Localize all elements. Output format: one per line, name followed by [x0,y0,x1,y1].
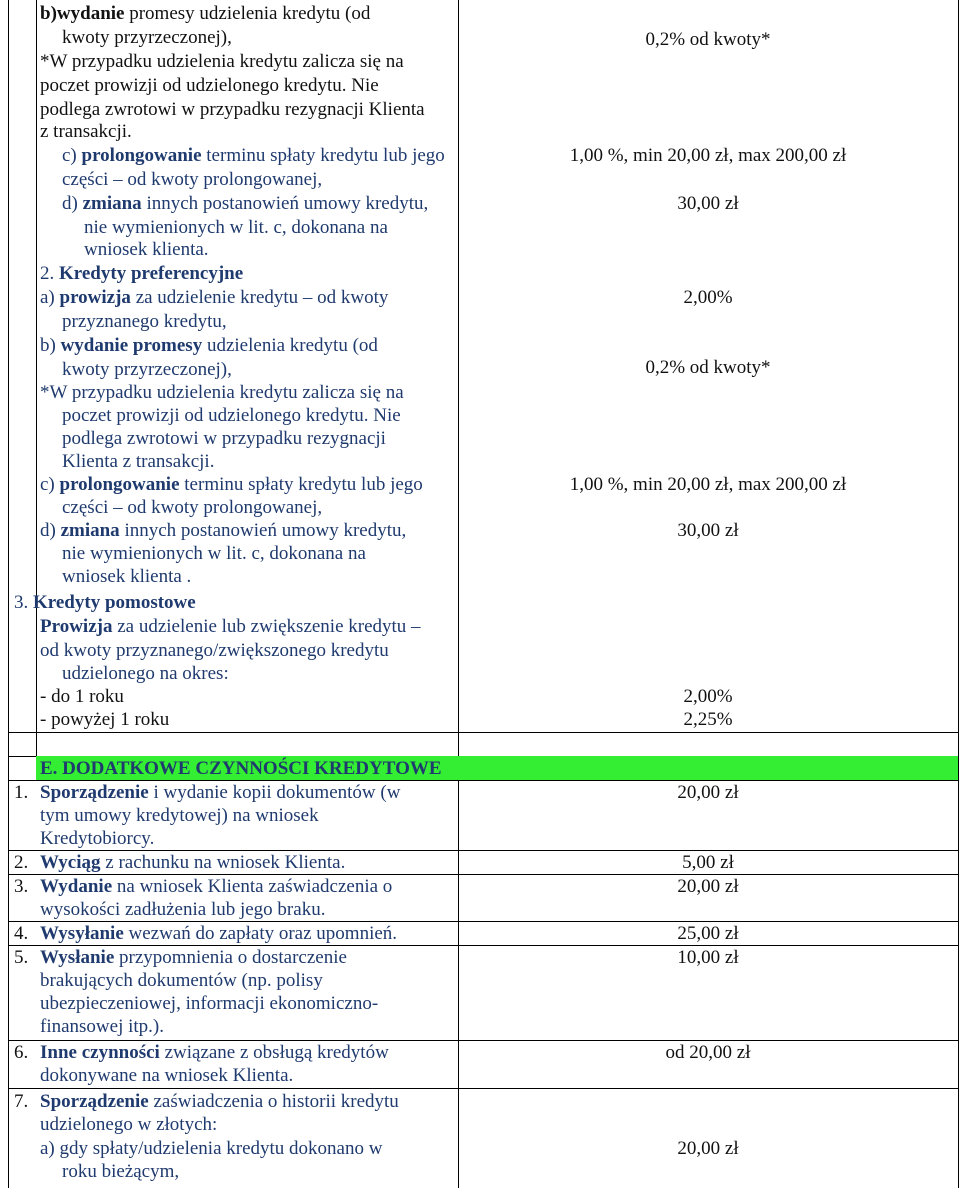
keyword: prowizja [59,287,131,308]
e-item-extra: wysokości zadłużenia lub jego braku. [40,899,326,920]
s3-heading [14,592,196,614]
text: z rachunku na wniosek Klienta. [100,852,346,873]
keyword: prolongowanie [59,474,180,495]
item-num: c) [62,145,82,166]
item-num: c) [40,474,60,495]
e-item-num: 2. [14,852,29,873]
s2-c-line2: części – od kwoty prolongowanej, [62,497,323,518]
keyword: prolongowanie [81,145,202,166]
s2-c-line1 [40,474,423,496]
d-line2: nie wymienionych w lit. c, dokonana na [84,217,388,238]
c-value: 1,00 %, min 20,00 zł, max 200,00 zł [569,145,847,166]
text: terminu spłaty kredytu lub jego [201,145,445,166]
e-item-extra: udzielonego w złotych: [40,1114,218,1135]
keyword: Wydanie [40,876,113,897]
item-num: a) [40,287,60,308]
keyword: Inne czynności [40,1042,160,1063]
e-item-extra: Kredytobiorcy. [40,828,155,849]
text: za udzielenie kredytu – od kwoty [130,287,389,308]
item-num: a) [40,1138,60,1159]
d-value: 30,00 zł [677,193,739,214]
item-num: 3. [14,592,33,613]
row-divider [8,945,958,946]
s3-line2: od kwoty przyznanego/zwiększonego kredytu [40,640,389,661]
e-item7-a-line2: roku bieżącym, [62,1161,180,1182]
row-divider [8,1040,958,1041]
e-item-text [40,1091,399,1113]
table-border-inner [36,0,37,756]
keyword: Wyciąg [40,852,101,873]
s2-b-line1 [40,335,378,357]
e-item-num: 6. [14,1042,29,1063]
item-num: 2. [40,263,59,284]
keyword: Kredyty pomostowe [33,592,196,613]
keyword: Wysłanie [40,947,115,968]
b-note3: podlega zwrotowi w przypadku rezygnacji Klienta [40,99,425,120]
b-note2: poczet prowizji od udzielonego kredytu. Nie [40,75,379,96]
item-num: b) [40,3,57,24]
s2-d-line1 [40,520,406,542]
s2-b-note3: podlega zwrotowi w przypadku rezygnacji [62,428,386,449]
text: udzielenia kredytu (od [202,335,378,356]
text: innych postanowień umowy kredytu, [141,193,429,214]
s2-d-line3: wniosek klienta . [62,566,192,587]
s2-d-value: 30,00 zł [677,520,739,541]
row-divider [8,921,958,922]
e-item-text [40,782,400,804]
d-line1 [62,193,428,215]
text: wezwań do zapłaty oraz upomnień. [123,923,398,944]
e-item-num: 4. [14,923,29,944]
s2-b-line2: kwoty przyrzeczonej), [62,359,232,380]
s3-line4: - do 1 roku [40,686,124,707]
e-item-text [40,876,392,898]
keyword: Kredyty preferencyjne [59,263,244,284]
e-item-text [40,1042,389,1064]
row-divider [8,732,958,733]
s2-b-note4: Klienta z transakcji. [62,451,215,472]
row-divider [8,850,958,851]
e-item-extra: tym umowy kredytowej) na wniosek [40,805,319,826]
row-divider [8,874,958,875]
table-border-right [958,0,959,1188]
keyword: zmiana [60,520,120,541]
e-item-num: 7. [14,1091,29,1112]
b-note1: *W przypadku udzielenia kredytu zalicza się na [40,51,404,72]
e-item-num: 5. [14,947,29,968]
e-item-text [40,947,347,969]
e-item7-a-line1 [40,1138,382,1160]
text: zaświadczenia o historii kredytu [148,1091,399,1112]
item-num: d) [62,193,83,214]
e-item-value: 5,00 zł [682,852,734,873]
b-note4: z transakcji. [40,121,132,142]
e-item-num: 1. [14,782,29,803]
e-item-value: 20,00 zł [677,782,739,803]
keyword: zmiana [82,193,142,214]
keyword: wydanie promesy [60,335,203,356]
text: innych postanowień umowy kredytu, [119,520,407,541]
s3-value4: 2,00% [683,686,733,707]
item-num: d) [40,520,61,541]
e-item-extra: ubezpieczeniowej, informacji ekonomiczno- [40,993,379,1014]
text: terminu spłaty kredytu lub jego [179,474,423,495]
e-item-text [40,852,345,874]
keyword: Wysyłanie [40,923,124,944]
text: promesy udzielenia kredytu (od [124,3,371,24]
row-divider [8,1088,958,1089]
s2-heading [40,263,243,285]
c-line2: części – od kwoty prolongowanej, [62,169,323,190]
d-line3: wniosek klienta. [84,239,209,260]
s2-a-value: 2,00% [683,287,733,308]
table-border-left [8,0,9,1188]
keyword: Sporządzenie [40,782,149,803]
s2-a-line1 [40,287,388,309]
text: gdy spłaty/udzielenia kredytu dokonano w [59,1138,383,1159]
b-value: 0,2% od kwoty* [645,29,771,50]
e-item-value: 25,00 zł [677,923,739,944]
row-divider [8,780,958,781]
keyword: Prowizja [40,616,113,637]
s2-c-value: 1,00 %, min 20,00 zł, max 200,00 zł [569,474,847,495]
e-item-num: 3. [14,876,29,897]
s2-a-line2: przyznanego kredytu, [62,311,227,332]
s3-line1 [40,616,421,638]
text: na wniosek Klienta zaświadczenia o [112,876,393,897]
s2-d-line2: nie wymienionych w lit. c, dokonana na [62,543,366,564]
keyword: wydanie [56,3,125,24]
c-line1 [62,145,445,167]
s2-b-note1: *W przypadku udzielenia kredytu zalicza się na [40,382,404,403]
text: przypomnienia o dostarczenie [114,947,347,968]
e-item-value: od 20,00 zł [665,1042,751,1063]
e-item-value: 20,00 zł [677,876,739,897]
text: i wydanie kopii dokumentów (w [148,782,401,803]
item-num: b) [40,335,61,356]
b-wydanie-line1 [40,3,370,25]
s3-value5: 2,25% [683,709,733,730]
section-e-title: E. DODATKOWE CZYNNOŚCI KREDYTOWE [40,758,442,779]
s3-line3: udzielonego na okres: [62,663,229,684]
keyword: Sporządzenie [40,1091,149,1112]
s2-b-value: 0,2% od kwoty* [645,357,771,378]
table-border-mid [458,0,459,1188]
s2-b-note2: poczet prowizji od udzielonego kredytu. Nie [62,405,401,426]
e-item-value: 10,00 zł [677,947,739,968]
e-item-extra: finansowej itp.). [40,1016,165,1037]
e-item7-a-value: 20,00 zł [677,1138,739,1159]
s3-line5: - powyżej 1 roku [40,709,170,730]
e-item-extra: dokonywane na wniosek Klienta. [40,1065,294,1086]
text: związane z obsługą kredytów [159,1042,389,1063]
b-line2: kwoty przyrzeczonej), [62,27,232,48]
e-item-extra: brakujących dokumentów (np. polisy [40,970,323,991]
e-item-text [40,923,397,945]
text: za udzielenie lub zwiększenie kredytu – [112,616,421,637]
